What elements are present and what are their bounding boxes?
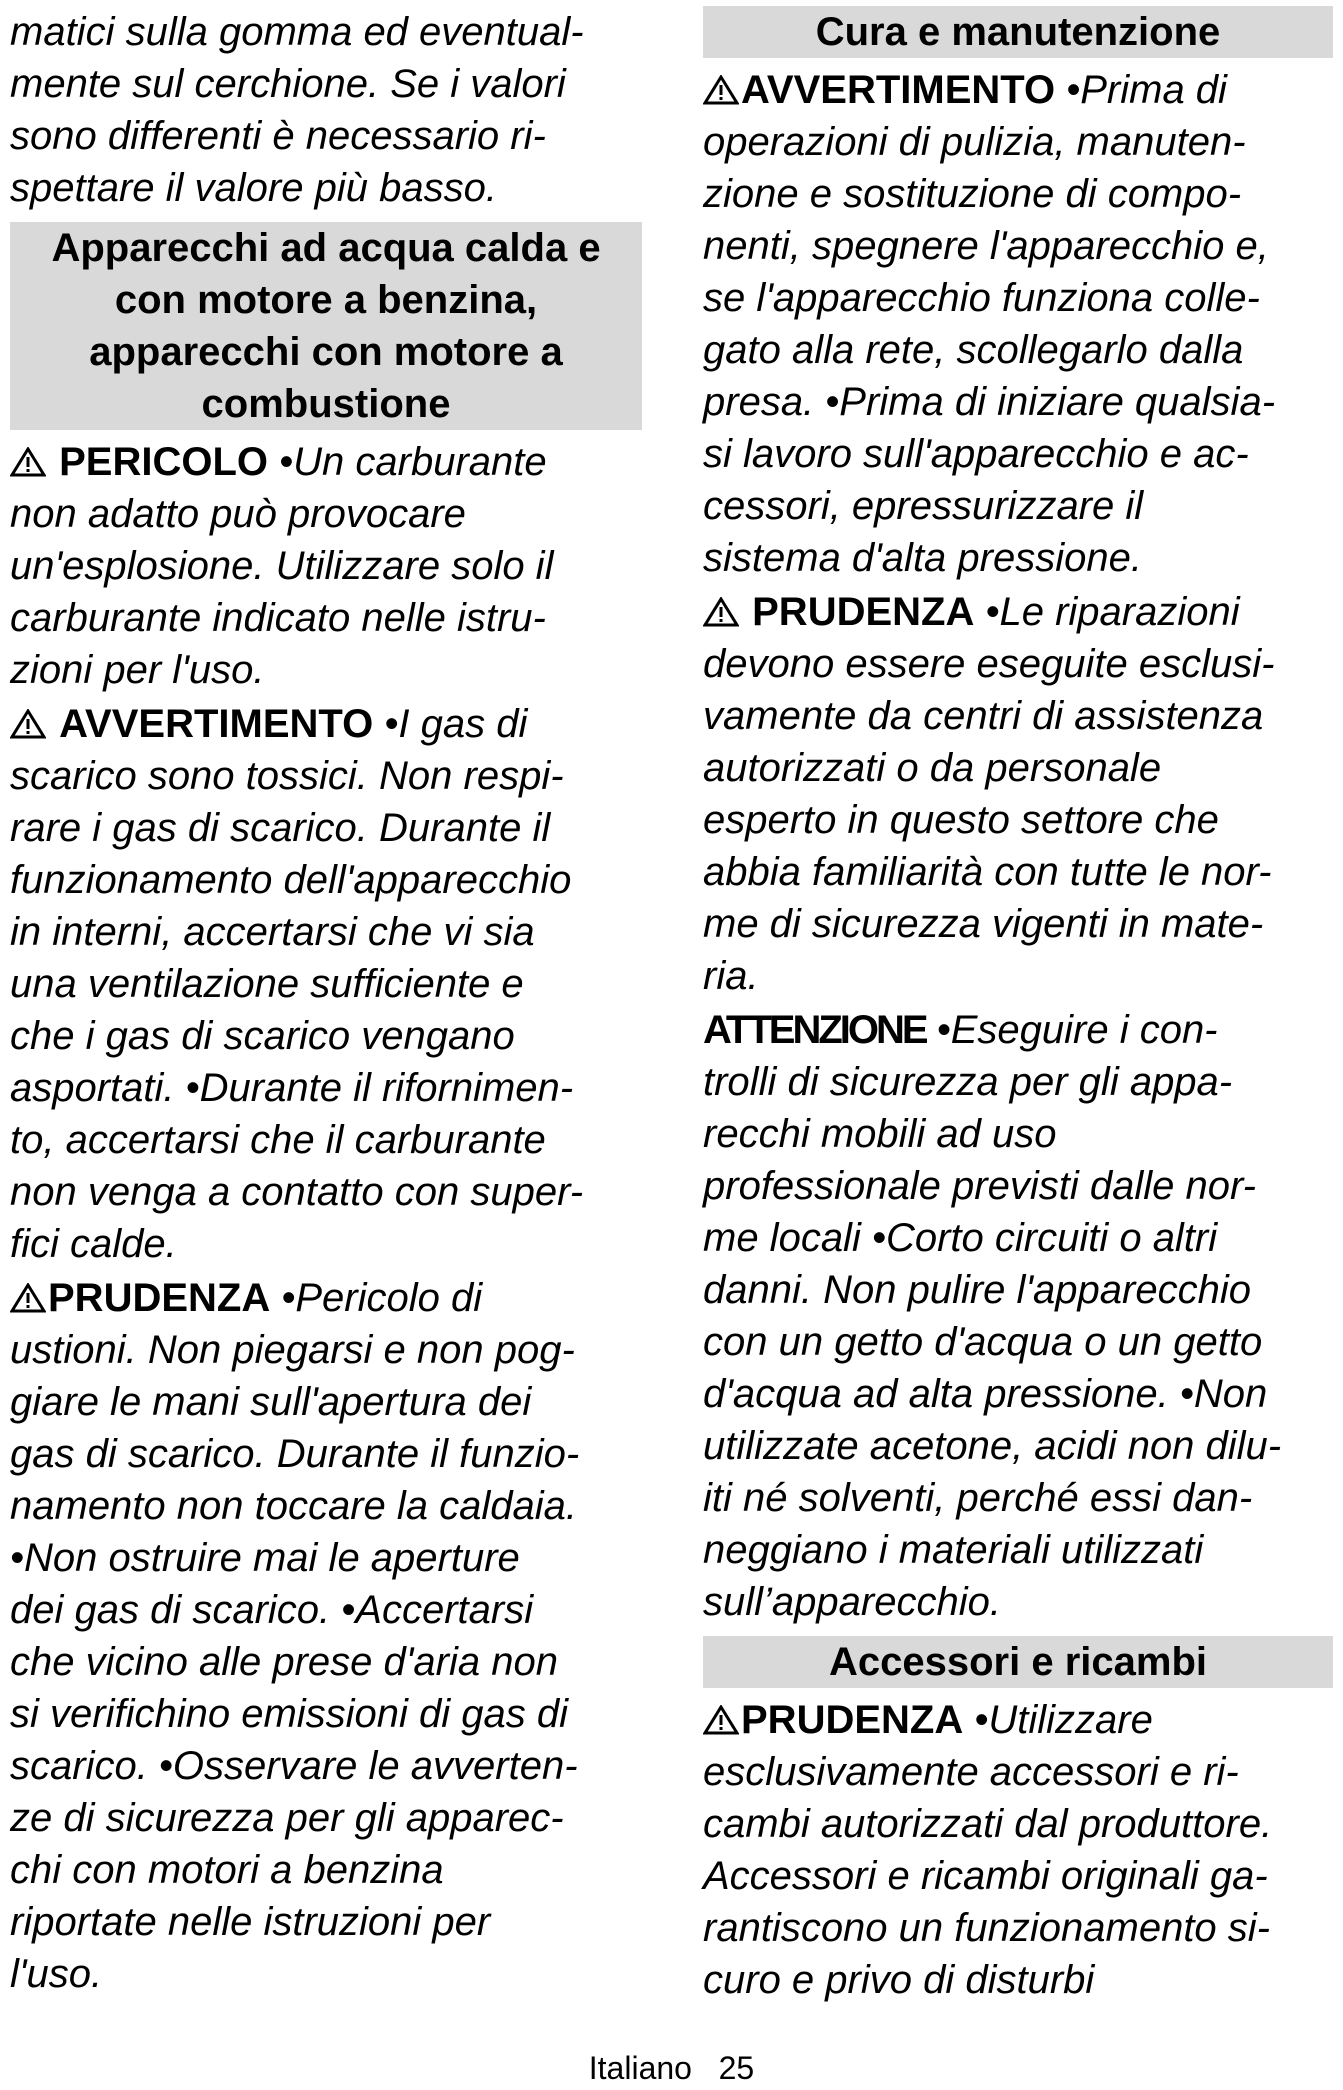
text-line: danni. Non pulire l'apparecchio: [703, 1268, 1251, 1312]
text-line: esperto in questo settore che: [703, 798, 1219, 842]
caution-label: PRUDENZA: [48, 1276, 271, 1320]
right-column: [703, 6, 1333, 2006]
danger-label: PERICOLO: [59, 440, 269, 484]
text-line: sull’apparecchio.: [703, 1580, 1001, 1624]
text-line-start: •Eseguire i con-: [936, 1008, 1218, 1052]
text-line: riportate nelle istruzioni per: [10, 1900, 491, 1944]
text-line: giare le mani sull'apertura dei: [10, 1380, 532, 1424]
text-line: ustioni. Non piegarsi e non pog-: [10, 1328, 575, 1372]
text-line: [703, 1694, 1333, 1746]
text-line: vamente da centri di assistenza: [703, 694, 1264, 738]
warning-label: AVVERTIMENTO: [59, 702, 374, 746]
text-line: ze di sicurezza per gli apparec-: [10, 1796, 564, 1840]
text-line: chi con motori a benzina: [10, 1848, 444, 1892]
text-line: [10, 436, 642, 488]
text-line: spettare il valore più basso.: [10, 166, 497, 210]
text-line: funzionamento dell'apparecchio: [10, 858, 572, 902]
text-line: cambi autorizzati dal produttore.: [703, 1802, 1273, 1846]
heading-line: apparecchi con motore a: [89, 330, 563, 374]
warning-triangle-icon: [10, 1283, 46, 1313]
warning-paragraph: [10, 698, 642, 1270]
text-line: Accessori e ricambi originali ga-: [703, 1854, 1268, 1898]
text-line: iti né solventi, perché essi dan-: [703, 1476, 1253, 1520]
text-line: con un getto d'acqua o un getto: [703, 1320, 1263, 1364]
text-line: recchi mobili ad uso: [703, 1112, 1057, 1156]
text-line: sono differenti è necessario ri-: [10, 114, 546, 158]
warning-triangle-icon: [703, 1705, 739, 1735]
page-number: 25: [718, 2050, 755, 2086]
text-line: esclusivamente accessori e ri-: [703, 1750, 1239, 1794]
text-line: operazioni di pulizia, manuten-: [703, 120, 1246, 164]
warning-triangle-icon: [703, 597, 739, 627]
text-line: sistema d'alta pressione.: [703, 536, 1142, 580]
warning-label: AVVERTIMENTO: [741, 68, 1056, 112]
text-line: zioni per l'uso.: [10, 648, 265, 692]
text-line: utilizzate acetone, acidi non dilu-: [703, 1424, 1282, 1468]
section-heading-care: [703, 6, 1333, 58]
heading-line: con motore a benzina,: [114, 278, 538, 322]
text-line: non adatto può provocare: [10, 492, 466, 536]
text-line: me di sicurezza vigenti in mate-: [703, 902, 1264, 946]
heading-line: Accessori e ricambi: [829, 1640, 1207, 1684]
text-line-start: •Pericolo di: [281, 1276, 483, 1320]
text-line: me locali •Corto circuiti o altri: [703, 1216, 1218, 1260]
footer-language: Italiano: [588, 2050, 692, 2086]
warning-triangle-icon: [703, 75, 739, 105]
text-line: zione e sostituzione di compo-: [703, 172, 1242, 216]
text-line: [703, 586, 1333, 638]
text-line: abbia familiarità con tutte le nor-: [703, 850, 1272, 894]
caution-paragraph: [703, 586, 1333, 1002]
caution-paragraph: [10, 1272, 642, 2000]
page-footer: [0, 2048, 1343, 2088]
text-line: d'acqua ad alta pressione. •Non: [703, 1372, 1268, 1416]
left-column: [10, 6, 642, 2000]
text-line: autorizzati o da personale: [703, 746, 1162, 790]
heading-line: combustione: [201, 382, 451, 426]
text-line: curo e privo di disturbi: [703, 1958, 1095, 2002]
text-line: mente sul cerchione. Se i valori: [10, 62, 566, 106]
intro-paragraph: [10, 6, 642, 214]
text-line-start: •Le riparazioni: [985, 590, 1240, 634]
text-line: una ventilazione sufficiente e: [10, 962, 524, 1006]
text-line: scarico. •Osservare le avverten-: [10, 1744, 578, 1788]
text-line: che vicino alle prese d'aria non: [10, 1640, 558, 1684]
text-line: presa. •Prima di iniziare qualsia-: [703, 380, 1276, 424]
text-line: •Non ostruire mai le aperture: [10, 1536, 520, 1580]
text-line: namento non toccare la caldaia.: [10, 1484, 578, 1528]
text-line: che i gas di scarico vengano: [10, 1014, 515, 1058]
text-line: scarico sono tossici. Non respi-: [10, 754, 564, 798]
text-line: rare i gas di scarico. Durante il: [10, 806, 551, 850]
text-line: devono essere eseguite esclusi-: [703, 642, 1275, 686]
text-line: cessori, epressurizzare il: [703, 484, 1144, 528]
attention-paragraph: [703, 1004, 1333, 1628]
text-line: [703, 64, 1333, 116]
attention-label: ATTENZIONE: [703, 1008, 926, 1052]
caution-paragraph: [703, 1694, 1333, 2006]
text-line: [10, 1272, 642, 1324]
text-line: se l'apparecchio funziona colle-: [703, 276, 1260, 320]
text-line: l'uso.: [10, 1952, 103, 1996]
caution-label: PRUDENZA: [752, 590, 975, 634]
text-line-start: •Utilizzare: [974, 1698, 1153, 1742]
text-line: asportati. •Durante il rifornimen-: [10, 1066, 574, 1110]
text-line: gato alla rete, scollegarlo dalla: [703, 328, 1244, 372]
text-line: si verifichino emissioni di gas di: [10, 1692, 569, 1736]
danger-paragraph: [10, 436, 642, 696]
text-line: matici sulla gomma ed eventual-: [10, 10, 584, 54]
section-heading-accessories: [703, 1636, 1333, 1688]
text-line: to, accertarsi che il carburante: [10, 1118, 546, 1162]
text-line: [703, 1004, 1333, 1056]
warning-paragraph: [703, 64, 1333, 584]
text-line-start: •Prima di: [1066, 68, 1227, 112]
heading-line: Apparecchi ad acqua calda e: [51, 226, 601, 270]
text-line: dei gas di scarico. •Accertarsi: [10, 1588, 534, 1632]
text-line: professionale previsti dalle nor-: [703, 1164, 1256, 1208]
text-line: nenti, spegnere l'apparecchio e,: [703, 224, 1269, 268]
text-line: neggiano i materiali utilizzati: [703, 1528, 1204, 1572]
warning-triangle-icon: [10, 447, 46, 477]
caution-label: PRUDENZA: [741, 1698, 964, 1742]
text-line: un'esplosione. Utilizzare solo il: [10, 544, 554, 588]
text-line-start: •Un carburante: [279, 440, 547, 484]
text-line: ria.: [703, 954, 759, 998]
text-line: rantiscono un funzionamento si-: [703, 1906, 1270, 1950]
text-line: carburante indicato nelle istru-: [10, 596, 546, 640]
text-line: fici calde.: [10, 1222, 177, 1266]
text-line: [10, 698, 642, 750]
text-line: non venga a contatto con super-: [10, 1170, 584, 1214]
warning-triangle-icon: [10, 709, 46, 739]
text-line: gas di scarico. Durante il funzio-: [10, 1432, 580, 1476]
text-line-start: •I gas di: [384, 702, 528, 746]
text-line: in interni, accertarsi che vi sia: [10, 910, 535, 954]
text-line: si lavoro sull'apparecchio e ac-: [703, 432, 1249, 476]
text-line: trolli di sicurezza per gli appa-: [703, 1060, 1233, 1104]
section-heading-hot-water: [10, 222, 642, 430]
heading-line: Cura e manutenzione: [815, 10, 1221, 54]
